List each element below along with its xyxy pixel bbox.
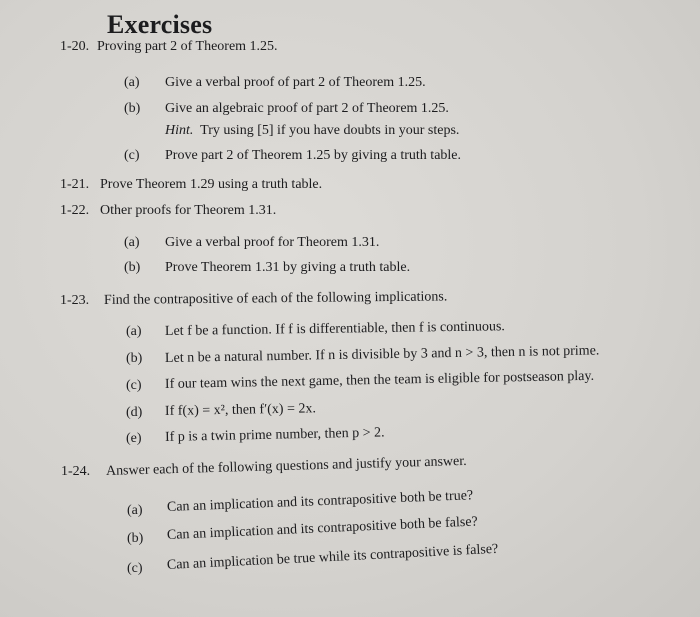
part-label: (a): [127, 503, 143, 518]
part-text: Give an algebraic proof of part 2 of Theorem 1.25.: [165, 101, 449, 116]
exercise-number: 1-21.: [60, 177, 90, 192]
part-label: (e): [126, 431, 142, 446]
hint-label: Hint.: [165, 123, 194, 138]
part-text: If our team wins the next game, then the team is eligible for postseason play.: [164, 368, 595, 392]
part-label: (b): [124, 101, 141, 116]
part-label: (c): [127, 561, 143, 576]
part-text: Can an implication be true while its contrapositive is false?: [166, 541, 499, 573]
part-text: If f(x) = x², then f′(x) = 2x.: [164, 401, 317, 419]
part-label: (a): [124, 235, 140, 250]
exercise-number: 1-24.: [61, 464, 91, 479]
exercise-text: Find the contrapositive of each of the following implications.: [103, 289, 448, 308]
exercise-text: Prove Theorem 1.29 using a truth table.: [100, 177, 323, 192]
part-label: (b): [126, 351, 143, 366]
exercise-number: 1-22.: [60, 203, 90, 218]
exercise-number: 1-23.: [60, 293, 90, 308]
part-label: (a): [126, 324, 142, 339]
hint-text: Try using [5] if you have doubts in your steps.: [200, 123, 460, 138]
page-title: Exercises: [107, 10, 213, 39]
exercise-text: Proving part 2 of Theorem 1.25.: [97, 39, 278, 54]
part-text: Prove Theorem 1.31 by giving a truth table.: [165, 260, 411, 275]
part-label: (c): [126, 378, 142, 393]
part-text: Prove part 2 of Theorem 1.25 by giving a truth table.: [165, 148, 462, 163]
exercise-text: Other proofs for Theorem 1.31.: [100, 203, 277, 218]
exercise-number: 1-20.: [60, 39, 90, 54]
part-label: (d): [126, 405, 143, 420]
part-text: Let f be a function. If f is differentiable, then f is continuous.: [164, 319, 505, 339]
part-text: Can an implication and its contrapositive both be true?: [166, 488, 474, 515]
hint: [165, 123, 459, 139]
part-text: Let n be a natural number. If n is divisible by 3 and n > 3, then n is not prime.: [164, 343, 600, 366]
part-text: Give a verbal proof of part 2 of Theorem 1.25.: [165, 75, 426, 90]
part-text: If p is a twin prime number, then p > 2.: [164, 425, 385, 445]
part-label: (b): [124, 260, 141, 275]
part-label: (c): [124, 148, 140, 163]
part-text: Can an implication and its contrapositive both be false?: [166, 514, 479, 543]
part-text: Give a verbal proof for Theorem 1.31.: [165, 235, 380, 250]
exercise-text: Answer each of the following questions and justify your answer.: [105, 453, 467, 479]
part-label: (a): [124, 75, 140, 90]
part-label: (b): [127, 531, 144, 546]
